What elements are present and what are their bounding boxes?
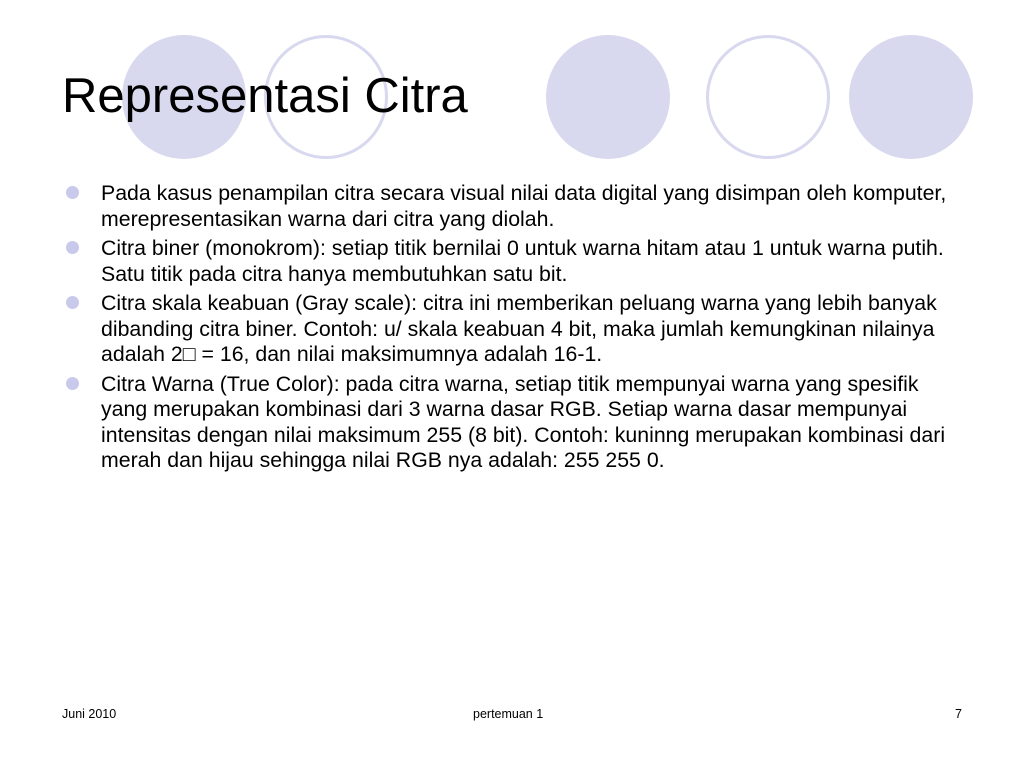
- bullet-item: [66, 291, 966, 368]
- bullet-dot-icon: [66, 377, 79, 390]
- bullet-text: Citra Warna (True Color): pada citra warna, setiap titik mempunyai warna yang spesifik yang merupakan kombinasi dari 3 warna dasar RGB. Setiap warna dasar mempunyai intensitas dengan nilai maksimum 255 (8 bit). Contoh: kuninng merupakan kombinasi dari merah dan hijau sehingga nilai RGB nya adalah: 255 255 0.: [101, 371, 946, 472]
- page-number: 7: [955, 707, 962, 721]
- bullet-item: [66, 372, 966, 474]
- decorative-circle-outline: [706, 35, 830, 159]
- bullet-item: [66, 181, 966, 232]
- bullet-dot-icon: [66, 241, 79, 254]
- bullet-text: Citra skala keabuan (Gray scale): citra ini memberikan peluang warna yang lebih banyak dibanding citra biner. Contoh: u/ skala keabuan 4 bit, maka jumlah kemungkinan nilainya adalah 2□ = 16, dan nilai maksimumnya adalah 16-1.: [101, 291, 937, 366]
- footer-date: Juni 2010: [62, 707, 117, 721]
- slide-title: Representasi Citra: [62, 69, 468, 123]
- decorative-circle-filled: [546, 35, 670, 159]
- decorative-circle-filled: [849, 35, 973, 159]
- bullet-item: [66, 236, 966, 287]
- footer-center-text: pertemuan 1: [473, 707, 544, 721]
- bullet-text: Pada kasus penampilan citra secara visual nilai data digital yang disimpan oleh komputer, merepresentasikan warna dari citra yang diolah.: [101, 181, 947, 231]
- bullet-list: [66, 181, 966, 478]
- bullet-text: Citra biner (monokrom): setiap titik bernilai 0 untuk warna hitam atau 1 untuk warna putih. Satu titik pada citra hanya membutuhkan satu bit.: [101, 236, 944, 286]
- bullet-dot-icon: [66, 186, 79, 199]
- bullet-dot-icon: [66, 296, 79, 309]
